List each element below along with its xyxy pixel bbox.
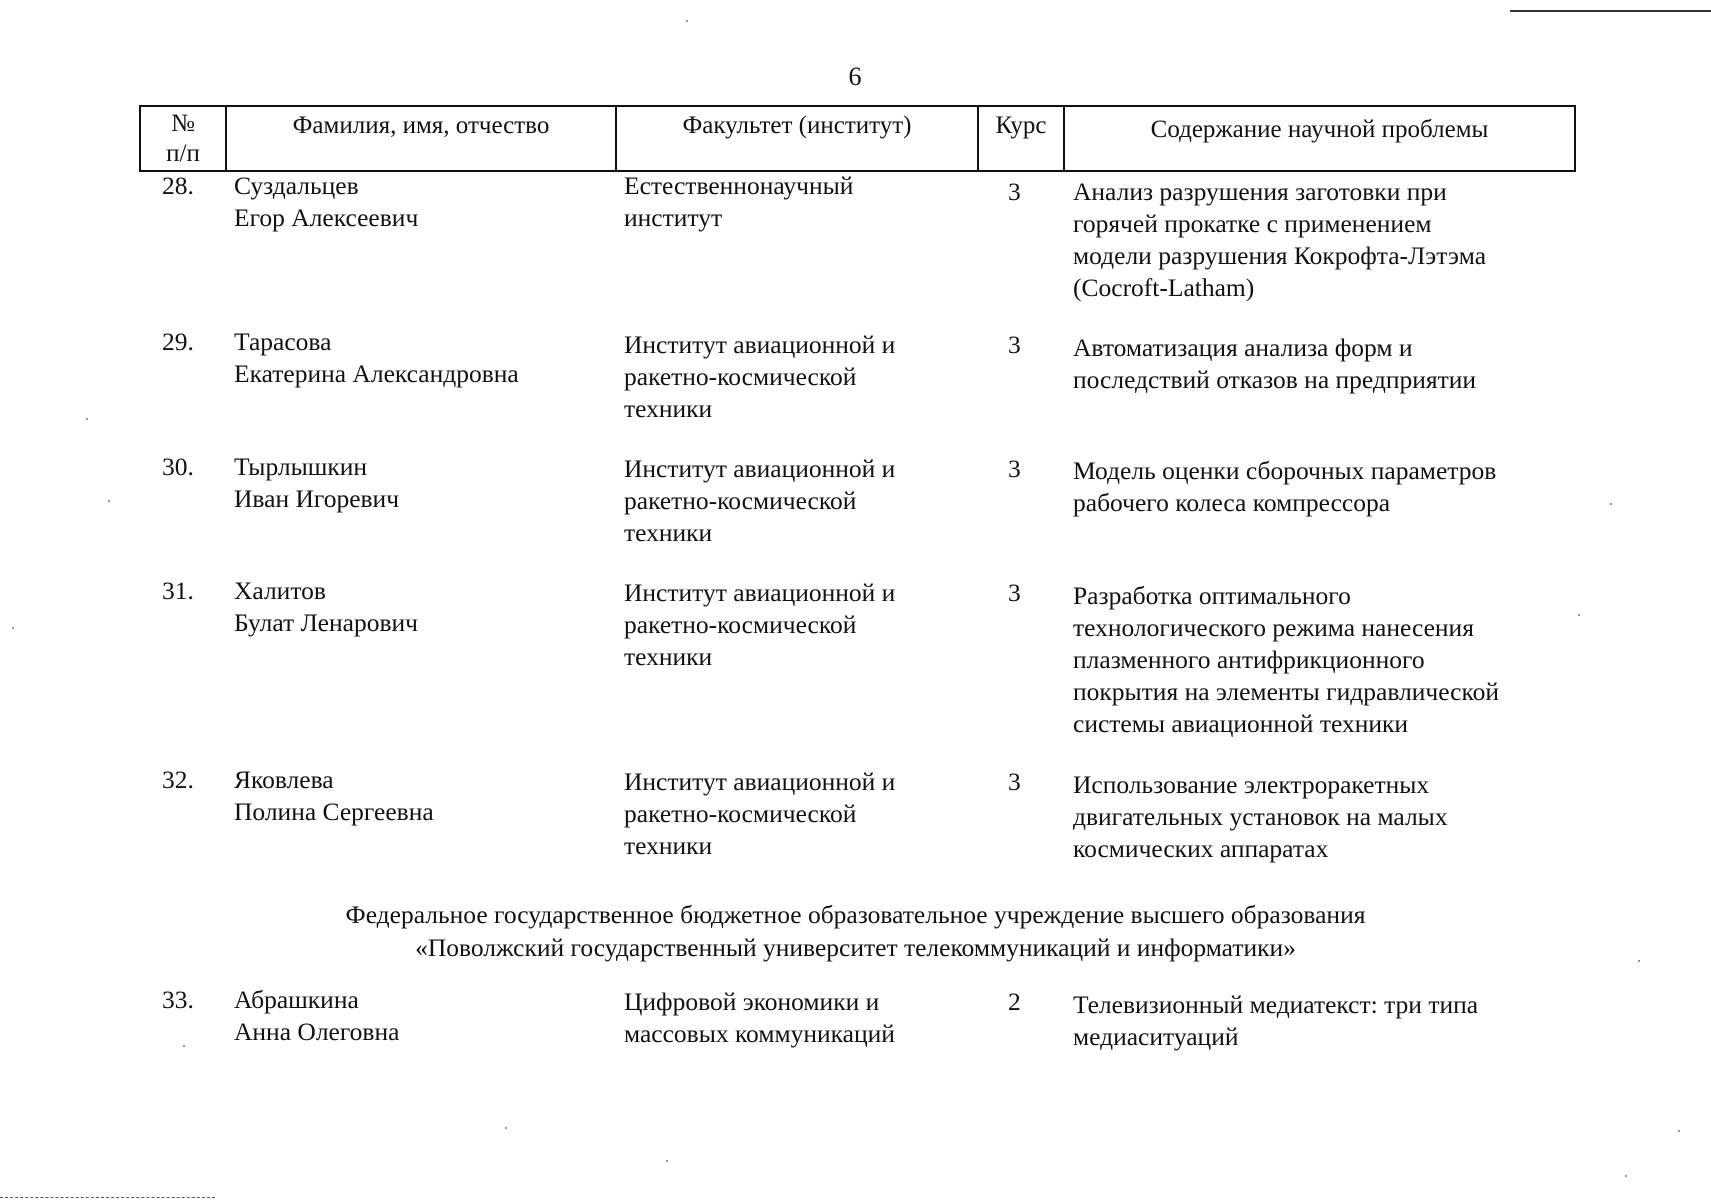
faculty-line: ракетно-космической [624,362,857,391]
row-faculty [624,986,895,1050]
faculty-line: техники [624,394,713,423]
row-name [234,451,399,515]
row-course: 3 [1008,454,1021,483]
name-line: Анна Олеговна [234,1017,400,1046]
name-line: Яковлева [234,765,334,794]
topic-line: космических аппаратах [1073,834,1329,863]
scan-speck [1578,614,1580,616]
organization-line: «Поволжский государственный университет телекоммуникаций и информатики» [415,933,1296,962]
faculty-line: ракетно-космической [624,799,857,828]
topic-line: горячей прокатке с применением [1073,209,1432,238]
header-topic-label: Содержание научной проблемы [1150,116,1489,143]
scan-speck [1638,960,1640,962]
faculty-line: ракетно-космической [624,486,857,515]
header-number-line-1: № [171,110,195,137]
scan-speck [86,418,88,420]
header-topic [1065,107,1574,170]
topic-line: покрытия на элементы гидравлической [1073,677,1499,706]
scan-speck [183,1045,185,1047]
page-number: 6 [848,62,862,91]
topic-line: системы авиационной техники [1073,709,1409,738]
scan-speck [1610,503,1612,505]
scan-speck [666,1160,668,1162]
scan-speck [686,20,688,22]
scan-speck [1625,1175,1627,1177]
row-faculty [624,577,895,673]
organization-heading [200,898,1511,964]
row-topic [1073,455,1496,519]
faculty-line: ракетно-космической [624,610,857,639]
row-topic [1073,989,1478,1053]
faculty-line: Институт авиационной и [624,578,896,607]
row-name [234,764,434,828]
faculty-line: Институт авиационной и [624,767,896,796]
topic-line: рабочего колеса компрессора [1073,488,1391,517]
topic-line: модели разрушения Кокрофта-Лэтэма [1073,241,1487,270]
row-number: 33. [162,985,194,1014]
faculty-line: Институт авиационной и [624,454,896,483]
organization-line: Федеральное государственное бюджетное образовательное учреждение высшего образования [345,900,1366,929]
row-number: 32. [162,765,194,794]
scan-speck [108,500,110,502]
name-line: Тырлышкин [234,452,368,481]
topic-line: Анализ разрушения заготовки при [1073,177,1447,206]
scan-edge-line [0,1197,215,1198]
header-number-line-2: п/п [166,140,200,167]
name-line: Иван Игоревич [234,484,400,513]
header-course-label: Курс [995,112,1047,139]
topic-line: Использование электроракетных [1073,770,1430,799]
row-faculty [624,329,895,425]
name-line: Тарасова [234,327,332,356]
topic-line: Автоматизация анализа форм и [1073,333,1413,362]
name-line: Абрашкина [234,985,359,1014]
faculty-line: техники [624,642,713,671]
topic-line: медиаситуаций [1073,1022,1239,1051]
faculty-line: институт [624,203,723,232]
row-faculty [624,170,853,234]
row-topic [1073,332,1476,396]
name-line: Полина Сергеевна [234,797,434,826]
topic-line: последствий отказов на предприятии [1073,365,1477,394]
name-line: Екатерина Александровна [234,359,519,388]
faculty-line: техники [624,831,713,860]
table-header [139,105,1576,172]
row-course: 3 [1008,330,1021,359]
row-number: 29. [162,327,194,356]
row-course: 3 [1008,578,1021,607]
name-line: Булат Ленарович [234,608,418,637]
topic-line: Модель оценки сборочных параметров [1073,456,1497,485]
row-number: 28. [162,171,194,200]
row-number: 30. [162,452,194,481]
faculty-line: техники [624,518,713,547]
row-name [234,326,519,390]
row-name [234,170,418,234]
name-line: Халитов [234,576,326,605]
header-name [227,107,617,170]
row-course: 3 [1008,767,1021,796]
row-topic [1073,176,1486,304]
header-number [141,107,227,170]
scan-speck [1678,1130,1680,1132]
header-faculty [617,107,979,170]
header-course [979,107,1065,170]
row-topic [1073,769,1448,865]
topic-line: Разработка оптимального [1073,581,1351,610]
scan-speck [12,627,14,629]
row-faculty [624,453,895,549]
row-faculty [624,766,895,862]
row-topic [1073,580,1499,740]
name-line: Егор Алексеевич [234,203,419,232]
topic-line: плазменного антифрикционного [1073,645,1425,674]
name-line: Суздальцев [234,171,359,200]
faculty-line: Естественнонаучный [624,171,854,200]
scan-edge-line [1510,10,1711,12]
topic-line: Телевизионный медиатекст: три типа [1073,990,1479,1019]
row-course: 3 [1008,177,1021,206]
topic-line: двигательных установок на малых [1073,802,1448,831]
topic-line: (Cocroft-Latham) [1073,273,1255,302]
faculty-line: Институт авиационной и [624,330,896,359]
header-name-label: Фамилия, имя, отчество [292,112,550,139]
faculty-line: массовых коммуникаций [624,1019,895,1048]
row-name [234,984,399,1048]
faculty-line: Цифровой экономики и [624,987,880,1016]
row-number: 31. [162,576,194,605]
scan-speck [505,1127,507,1129]
topic-line: технологического режима нанесения [1073,613,1474,642]
row-course: 2 [1008,987,1021,1016]
header-faculty-label: Факультет (институт) [682,112,912,139]
row-name [234,575,418,639]
